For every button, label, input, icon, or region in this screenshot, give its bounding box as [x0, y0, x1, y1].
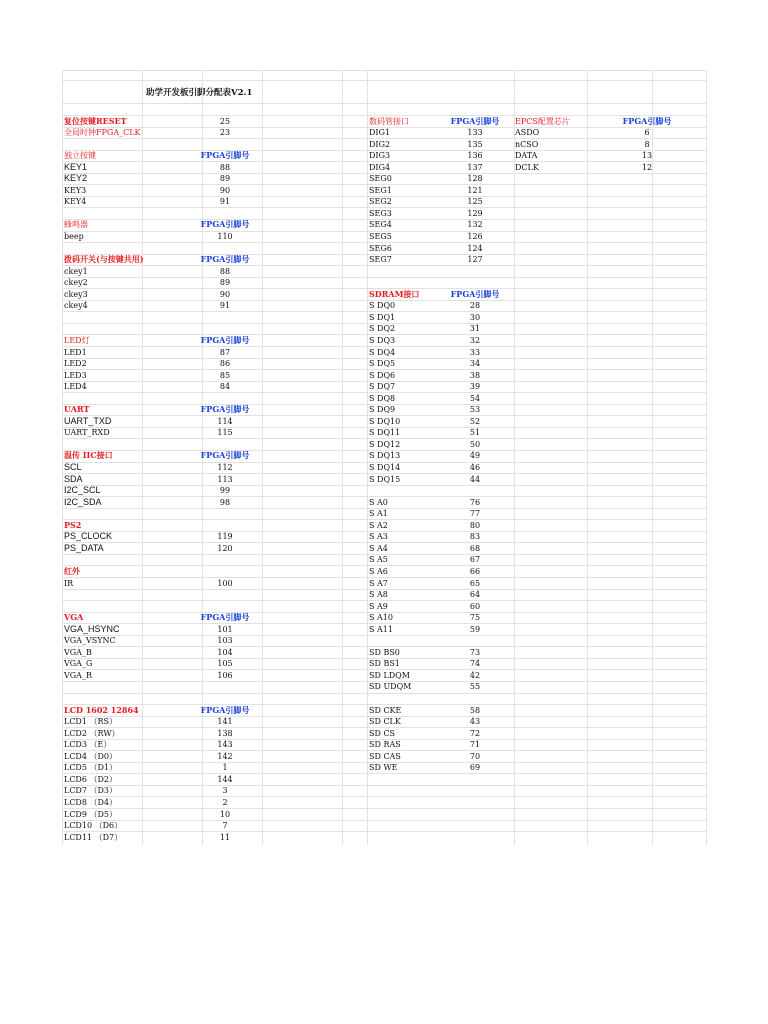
pin-number: 132 [467, 220, 483, 230]
pin-label: PS_DATA [64, 542, 104, 553]
pin-label: S A0 [369, 497, 388, 507]
pin-label: I2C_SDA [64, 496, 102, 507]
pin-label: S A7 [369, 578, 388, 588]
column-header-fpga-pin: FPGA引脚号 [450, 288, 500, 299]
pin-number: 112 [217, 463, 233, 472]
pin-label: 独立按键 [64, 151, 96, 161]
pin-label: KEY2 [64, 173, 88, 184]
pin-number: 54 [469, 393, 481, 403]
pin-label: KEY4 [64, 197, 87, 207]
pin-number: 12 [641, 162, 653, 172]
pin-number: 1 [222, 763, 228, 773]
pin-label: SD CLK [369, 717, 401, 727]
grid-row-line [62, 831, 706, 832]
pin-number: 129 [467, 208, 483, 218]
pin-label: LCD1 （RS） [64, 717, 117, 727]
pin-label: S DQ3 [369, 335, 396, 345]
pin-label: LED1 [64, 347, 87, 357]
pin-number: 6 [644, 128, 650, 138]
pin-label: VGA_B [64, 647, 92, 657]
pin-number: 85 [219, 370, 231, 380]
pin-label: PS_CLOCK [64, 531, 113, 542]
pin-label: S DQ7 [369, 382, 396, 392]
pin-label: SD WE [369, 763, 398, 773]
pin-number: 67 [469, 555, 481, 565]
column-header-fpga-pin: FPGA引脚号 [200, 219, 250, 230]
pin-label: LED3 [64, 370, 87, 380]
column-header-fpga-pin: FPGA引脚号 [200, 612, 250, 623]
pin-label: UART_TXD [64, 415, 112, 426]
pin-number: 51 [469, 428, 481, 438]
pin-label: S DQ5 [369, 359, 396, 369]
pin-label: S DQ11 [369, 428, 401, 438]
pin-label: LED灯 [64, 335, 90, 345]
pin-number: 46 [469, 463, 481, 472]
pin-number: 142 [217, 751, 233, 761]
pin-label: VGA_R [64, 670, 92, 680]
pin-label: nCSO [515, 139, 539, 149]
pin-label: S DQ2 [369, 324, 396, 334]
pin-number: 121 [467, 185, 483, 195]
pin-label: S A1 [369, 509, 388, 519]
column-header-fpga-pin: FPGA引脚号 [622, 115, 672, 126]
pin-label: S A9 [369, 601, 388, 611]
pin-label: ckey2 [64, 278, 88, 288]
pin-number: 119 [217, 532, 233, 542]
pin-label: S DQ13 [369, 451, 401, 461]
pin-number: 135 [467, 139, 483, 149]
pin-label: KEY1 [64, 161, 88, 172]
pin-number: 124 [467, 243, 483, 253]
pin-number: 2 [222, 797, 228, 807]
pin-label: 数码管接口 [369, 116, 409, 126]
pin-number: 90 [219, 289, 231, 299]
pin-number: 34 [469, 359, 481, 369]
pin-number: 137 [467, 162, 483, 172]
pin-number: 65 [469, 578, 481, 588]
pin-label: LCD3 （E） [64, 740, 112, 750]
column-header-fpga-pin: FPGA引脚号 [200, 450, 250, 461]
pin-number: 11 [219, 832, 231, 842]
pin-label: SD CAS [369, 751, 401, 761]
pin-number: 76 [469, 497, 481, 507]
pin-label: S A8 [369, 590, 388, 600]
pin-label: SEG3 [369, 208, 392, 218]
pin-label: DIG3 [369, 151, 391, 161]
column-header-fpga-pin: FPGA引脚号 [200, 704, 250, 715]
pin-number: 89 [219, 278, 231, 288]
pin-number: 114 [217, 416, 233, 426]
pin-label: 全局时钟FPGA_CLK [64, 128, 141, 138]
pin-label: DIG4 [369, 162, 391, 172]
sheet-title: 助学开发板引脚分配表V2.1 [146, 88, 253, 98]
pin-label: SCL [64, 462, 82, 472]
pin-label: SEG6 [369, 243, 392, 253]
pin-label: SD CKE [369, 705, 402, 715]
pin-label: 蜂鸣器 [64, 220, 88, 230]
pin-label: S A4 [369, 543, 388, 553]
pin-label: S DQ9 [369, 405, 396, 415]
pin-label: LCD10 （D6） [64, 821, 123, 831]
pin-number: 43 [469, 717, 481, 727]
pin-number: 60 [469, 601, 481, 611]
pin-number: 115 [217, 428, 233, 438]
pin-number: 68 [469, 543, 481, 553]
pin-number: 138 [217, 728, 233, 738]
pin-number: 110 [217, 232, 233, 241]
pin-number: 88 [219, 162, 231, 172]
pin-number: 91 [219, 301, 231, 311]
pin-number: 89 [219, 174, 231, 184]
grid-column-line [62, 70, 63, 845]
pin-label: SD BS1 [369, 659, 400, 669]
grid-row-line [62, 103, 706, 104]
pin-number: 100 [217, 578, 233, 588]
pin-number: 103 [217, 636, 233, 646]
column-header-fpga-pin: FPGA引脚号 [200, 404, 250, 415]
pin-assignment-sheet [62, 70, 706, 845]
grid-column-line [262, 70, 263, 845]
pin-number: 50 [469, 439, 481, 449]
pin-number: 7 [222, 821, 228, 831]
pin-label: 温传 IIC接口 [64, 450, 113, 461]
grid-column-line [342, 70, 343, 845]
pin-label: S DQ6 [369, 370, 396, 380]
pin-label: LCD5 （D1） [64, 763, 117, 773]
pin-label: LCD 1602 12864 [64, 704, 139, 715]
pin-label: ckey1 [64, 266, 88, 276]
column-header-fpga-pin: FPGA引脚号 [200, 334, 250, 345]
pin-number: 90 [219, 185, 231, 195]
pin-label: 红外 [64, 565, 80, 576]
pin-number: 64 [469, 590, 481, 600]
pin-number: 144 [217, 774, 233, 784]
pin-label: 拨码开关(与按键共用) [64, 254, 144, 265]
column-header-fpga-pin: FPGA引脚号 [450, 115, 500, 126]
pin-label: S A3 [369, 532, 388, 542]
pin-label: beep [64, 232, 84, 241]
pin-label: DCLK [515, 162, 539, 172]
pin-number: 101 [217, 624, 233, 634]
pin-number: 72 [469, 728, 481, 738]
pin-label: LCD4 （D0） [64, 751, 117, 761]
pin-number: 42 [469, 670, 481, 680]
pin-label: ckey4 [64, 301, 88, 311]
pin-label: VGA_VSYNC [64, 636, 116, 646]
pin-number: 136 [467, 151, 483, 161]
pin-number: 55 [469, 682, 481, 692]
column-header-fpga-pin: FPGA引脚号 [200, 254, 250, 265]
pin-number: 106 [217, 670, 233, 680]
grid-row-line [62, 70, 706, 71]
pin-label: I2C_SCL [64, 485, 101, 496]
pin-number: 127 [467, 255, 483, 265]
pin-label: LED2 [64, 359, 87, 369]
pin-label: DIG1 [369, 128, 391, 138]
pin-label: SEG4 [369, 220, 392, 230]
pin-number: 31 [469, 324, 481, 334]
pin-number: 71 [469, 740, 481, 750]
pin-number: 133 [467, 128, 483, 138]
column-header-fpga-pin: FPGA引脚号 [200, 150, 250, 161]
grid-row-line [62, 785, 706, 786]
pin-label: S A11 [369, 624, 393, 634]
pin-number: 73 [469, 647, 481, 657]
pin-label: DATA [515, 151, 538, 161]
pin-number: 13 [641, 151, 653, 161]
pin-label: S A2 [369, 520, 388, 530]
pin-number: 74 [469, 659, 481, 669]
pin-label: ckey3 [64, 289, 88, 299]
pin-number: 44 [469, 474, 481, 484]
pin-number: 58 [469, 705, 481, 715]
pin-number: 126 [467, 232, 483, 241]
pin-number: 32 [469, 335, 481, 345]
grid-row-line [62, 277, 706, 278]
pin-number: 39 [469, 382, 481, 392]
pin-label: SD RAS [369, 740, 401, 750]
pin-number: 99 [219, 486, 231, 496]
grid-column-line [367, 70, 368, 845]
pin-number: 98 [219, 497, 231, 507]
grid-row-line [62, 796, 706, 797]
pin-label: 复位按键RESET [64, 115, 127, 126]
pin-label: S DQ4 [369, 347, 396, 357]
pin-number: 10 [219, 809, 231, 819]
pin-label: LCD11 （D7） [64, 832, 123, 842]
pin-label: S DQ14 [369, 463, 401, 472]
grid-column-line [587, 70, 588, 845]
pin-label: SD UDQM [369, 682, 412, 692]
pin-label: S A6 [369, 566, 388, 576]
grid-column-line [142, 70, 143, 845]
pin-label: LCD9 （D5） [64, 809, 117, 819]
pin-label: SEG5 [369, 232, 392, 241]
pin-number: 70 [469, 751, 481, 761]
pin-label: LCD7 （D3） [64, 786, 117, 796]
pin-number: 77 [469, 509, 481, 519]
grid-column-line [514, 70, 515, 845]
pin-label: DIG2 [369, 139, 391, 149]
pin-number: 125 [467, 197, 483, 207]
pin-number: 23 [219, 128, 231, 138]
grid-row-line [62, 808, 706, 809]
pin-label: UART [64, 404, 90, 415]
pin-label: SDRAM接口 [369, 288, 420, 299]
pin-number: 83 [469, 532, 481, 542]
pin-number: 33 [469, 347, 481, 357]
pin-label: VGA_G [64, 659, 93, 669]
pin-label: UART_RXD [64, 428, 110, 438]
pin-label: SD BS0 [369, 647, 400, 657]
pin-label: S DQ10 [369, 416, 401, 426]
pin-number: 75 [469, 613, 481, 623]
pin-label: ASDO [515, 128, 540, 138]
pin-label: KEY3 [64, 185, 87, 195]
pin-label: S A10 [369, 613, 393, 623]
pin-label: SEG0 [369, 174, 392, 184]
pin-number: 3 [222, 786, 228, 796]
pin-number: 105 [217, 659, 233, 669]
pin-label: SEG1 [369, 185, 392, 195]
grid-row-line [62, 820, 706, 821]
pin-number: 86 [219, 359, 231, 369]
pin-label: S DQ0 [369, 301, 396, 311]
pin-label: LCD6 （D2） [64, 774, 117, 784]
pin-number: 87 [219, 347, 231, 357]
pin-number: 104 [217, 647, 233, 657]
pin-label: SD CS [369, 728, 396, 738]
pin-number: 53 [469, 405, 481, 415]
grid-row-line [62, 80, 706, 81]
pin-number: 143 [217, 740, 233, 750]
pin-label: S DQ8 [369, 393, 396, 403]
pin-label: PS2 [64, 519, 82, 530]
pin-number: 80 [469, 520, 481, 530]
pin-number: 66 [469, 566, 481, 576]
grid-column-line [706, 70, 707, 845]
pin-label: SDA [64, 473, 83, 484]
pin-label: EPCS配置芯片 [515, 116, 570, 126]
pin-label: S DQ1 [369, 312, 396, 322]
grid-column-line [652, 70, 653, 845]
pin-number: 52 [469, 416, 481, 426]
pin-number: 8 [644, 139, 650, 149]
pin-number: 120 [217, 543, 233, 553]
pin-label: LCD8 （D4） [64, 797, 117, 807]
pin-label: SEG7 [369, 255, 392, 265]
pin-label: SEG2 [369, 197, 392, 207]
pin-label: IR [64, 578, 74, 588]
pin-number: 88 [219, 266, 231, 276]
pin-label: SD LDQM [369, 670, 410, 680]
pin-number: 141 [217, 717, 233, 727]
pin-number: 30 [469, 312, 481, 322]
pin-label: VGA_HSYNC [64, 623, 120, 634]
pin-label: VGA [64, 612, 84, 623]
pin-number: 128 [467, 174, 483, 184]
pin-label: LED4 [64, 382, 87, 392]
pin-label: S DQ12 [369, 439, 401, 449]
pin-number: 113 [217, 474, 233, 484]
pin-label: LCD2 （RW） [64, 728, 120, 738]
pin-number: 38 [469, 370, 481, 380]
pin-label: S DQ15 [369, 474, 401, 484]
pin-number: 49 [469, 451, 481, 461]
pin-number: 91 [219, 197, 231, 207]
pin-number: 59 [469, 624, 481, 634]
pin-number: 28 [469, 301, 481, 311]
pin-label: S A5 [369, 555, 388, 565]
pin-number: 25 [219, 116, 231, 126]
pin-number: 84 [219, 382, 231, 392]
pin-number: 69 [469, 763, 481, 773]
